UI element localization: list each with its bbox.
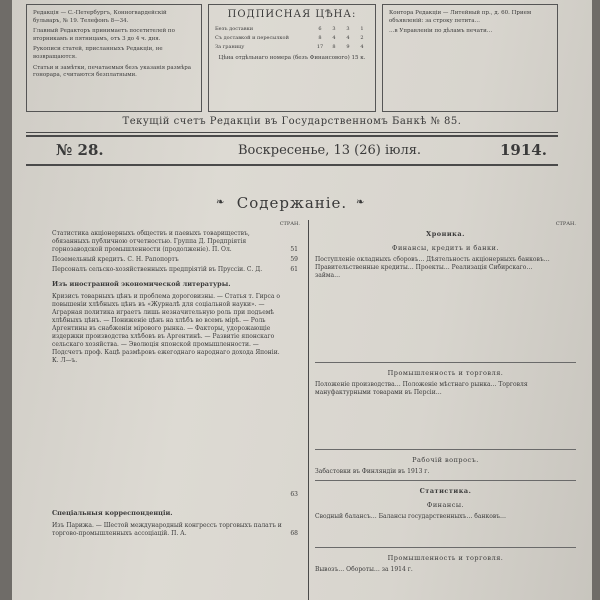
subscription-price: 9: [346, 44, 350, 50]
divider: [26, 164, 558, 166]
entry-page: 59: [290, 256, 298, 263]
page-column-header: СТРАН.: [279, 221, 300, 227]
contents-entry: [315, 381, 576, 445]
contents-entry: [52, 230, 300, 254]
issue-date: Воскресенье, 13 (26) іюля.: [238, 143, 422, 158]
section-heading: Статистика.: [419, 487, 472, 495]
section-heading: Хроника.: [426, 230, 465, 238]
subscription-price: 4: [332, 35, 336, 41]
section-heading: Спеціальныя корреспонденціи.: [52, 509, 173, 517]
subscription-price: 8: [318, 35, 322, 41]
subsection-heading: Промышленность и торговля.: [387, 369, 504, 377]
subsection-heading: Промышленность и торговля.: [387, 554, 504, 562]
subsection-heading: Финансы, кредитъ и банки.: [392, 244, 499, 252]
subscription-table: [215, 25, 369, 52]
subscription-title: ПОДПИСНАЯ ЦѢНА:: [227, 9, 357, 20]
contents-left-column: [52, 220, 300, 600]
journal-page: [12, 0, 592, 600]
divider: [315, 480, 576, 481]
contents-entry: [52, 293, 300, 499]
issue-year: 1914.: [500, 141, 547, 159]
contents-entry: [315, 256, 576, 358]
editorial-info-box: [26, 4, 202, 112]
subscription-row-label: Безъ доставки: [215, 26, 254, 32]
issue-number: № 28.: [56, 141, 104, 159]
entry-title: Забастовки въ Финляндіи въ 1913 г.: [315, 468, 430, 475]
entry-title: Кризисъ товарныхъ цѣнъ и проблема дороговизны. — Статья т. Гирса о повышеніи хлѣбныхъ цѣнъ въ «Журналѣ для соціальной науки». — Аграрная политика играетъ лишь незначительную роль при подъемѣ хлѣбныхъ цѣнъ. — Пониженіе цѣнъ на хлѣбъ во всемъ мірѣ. — Роль Аргентины въ снабженіи мірового рынка. — Факторы, удорожающіе издержки производства хлѣбовъ въ Аргентинѣ. — Развитіе японскаго сельскаго хозяйства. — Эволюція японской промышленности. — Подсчетъ проф. Кацѣ размѣровъ ежегоднаго народнаго дохода Японіи. К. Л—ъ.: [52, 293, 280, 364]
editorial-articles: Статьи и замѣтки, печатаемыя безъ указанія размѣра гонорара, считаются безплатными.: [33, 64, 192, 79]
contents-title: Содержаніе.: [236, 194, 348, 212]
subscription-row: [215, 25, 369, 34]
entry-title: Поземельный кредитъ. С. Н. Рапопортъ: [52, 256, 179, 263]
ads-text: …в Управленіи по дѣламъ печати…: [389, 28, 493, 35]
editorial-manuscripts: Рукописи статей, присланныхъ Редакціи, не возвращаются.: [33, 46, 163, 60]
entry-title: Сводный балансъ… Балансы государственныхъ… банковъ…: [315, 513, 507, 520]
entry-title: Статистика акціонерныхъ обществъ и паевыхъ товариществъ, обязанныхъ публичною отчетностью. Группа Д. Предпріятія горнозаводской промышленности (продолженіе). П. Ол.: [52, 230, 250, 253]
subscription-row: [215, 43, 369, 52]
divider: [315, 547, 576, 548]
subscription-price: 3: [332, 26, 336, 32]
subscription-price: 2: [360, 35, 364, 41]
entry-title: Поступленіе окладныхъ сборовъ… Дѣятельность акціонерныхъ банковъ… Правительственные кредиты… Проекты… Реализація Сибирскаго… займа…: [315, 256, 550, 279]
page-column-header: СТРАН.: [555, 221, 576, 227]
ads-text: Контора Редакціи — Литейный пр., д. 60. Прием объявленій: за строку петита…: [389, 10, 532, 24]
divider: [315, 449, 576, 450]
subscription-price: 1: [360, 26, 364, 32]
contents-entry: [52, 256, 300, 264]
subscription-price: 3: [346, 26, 350, 32]
subscription-row-label: Съ доставкой и пересылкой: [215, 35, 289, 41]
contents-entry: [315, 566, 576, 574]
subsection-heading: Финансы.: [426, 501, 465, 509]
subscription-price: 6: [318, 26, 322, 32]
contents-entry: [315, 468, 576, 476]
entry-title: Положеніе производства… Положеніе мѣстнаго рынка… Торговля мануфактурными товарами въ Персіи…: [315, 381, 528, 396]
subscription-note: Цѣна отдѣльнаго номера (безъ Финансового) 15 к.: [218, 55, 366, 61]
ornament-icon: ❧: [356, 197, 365, 208]
subscription-row-label: За границу: [215, 44, 245, 50]
subscription-row: [215, 34, 369, 43]
entry-page: 63: [290, 491, 298, 498]
contents-entry: [52, 266, 300, 274]
ornament-icon: ❧: [216, 197, 225, 208]
subsection-heading: Рабочій вопросъ.: [412, 456, 479, 464]
divider: [26, 132, 558, 133]
contents-entry: [52, 522, 300, 538]
section-heading: Изъ иностранной экономической литературы.: [52, 280, 231, 288]
editorial-address: Редакція — С.-Петербургъ, Конногвардейскій бульваръ, № 19. Телефонъ 8—34.: [33, 10, 167, 24]
advertisement-info-box: [382, 4, 558, 112]
subscription-price: 4: [346, 35, 350, 41]
contents-entry: [315, 513, 576, 543]
entry-page: 51: [290, 246, 298, 253]
subscription-price: 4: [360, 44, 364, 50]
subscription-price: 17: [316, 44, 324, 50]
entry-page: 68: [290, 530, 298, 537]
entry-title: Вывозъ… Обороты… за 1914 г.: [315, 566, 413, 573]
contents-right-column: [308, 220, 576, 600]
divider: [26, 135, 558, 137]
bank-account-line: Текущій счетъ Редакціи въ Государственномъ Банкѣ № 85.: [122, 116, 462, 127]
entry-title: Персоналъ сельско-хозяйственныхъ предпріятій въ Пруссіи. С. Д.: [52, 266, 263, 273]
subscription-price: 8: [332, 44, 336, 50]
editorial-editor: Главный Редакторъ принимаетъ посетителей по вторникамъ и пятницамъ, отъ 3 до 4 ч. дня.: [33, 28, 175, 42]
divider: [315, 362, 576, 363]
entry-title: Изъ Парижа. — Шестой международный конгрессъ торговыхъ палатъ и торгово-промышленныхъ ассоціацій. П. А.: [52, 522, 282, 537]
subscription-box: [208, 4, 376, 112]
entry-page: 61: [290, 266, 298, 273]
